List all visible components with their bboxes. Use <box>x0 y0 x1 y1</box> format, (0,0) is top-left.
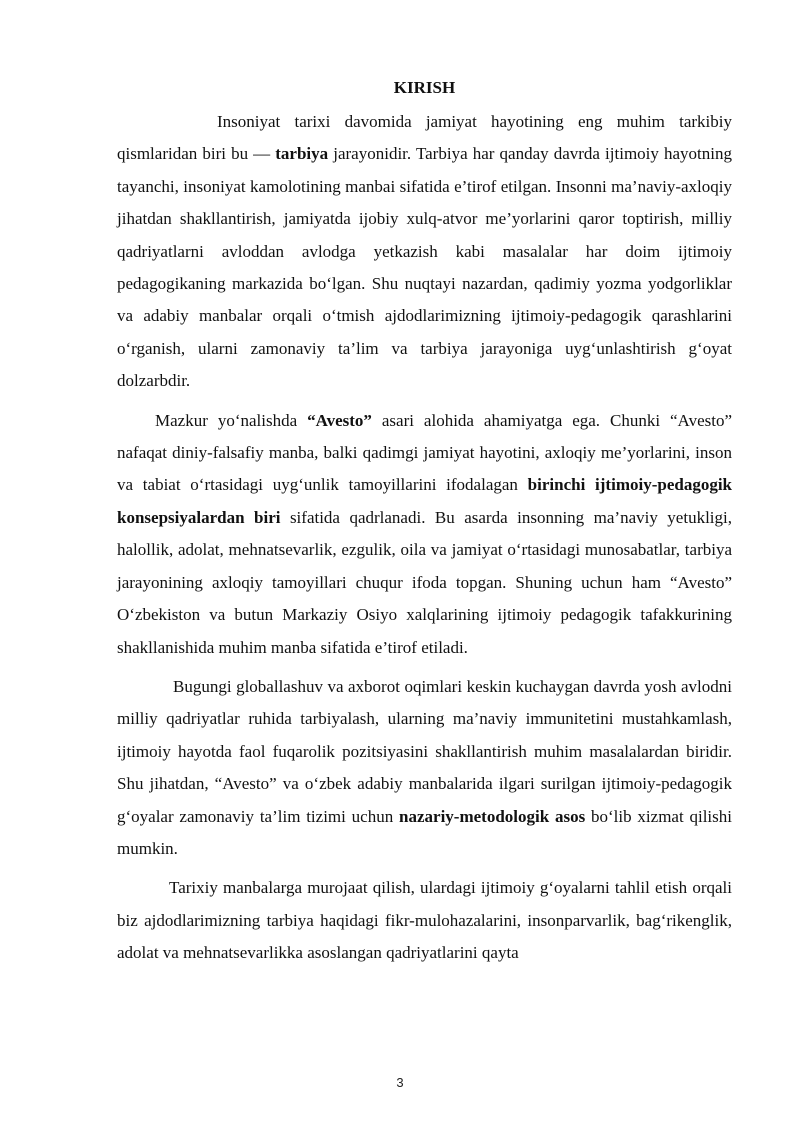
paragraph-avesto <box>117 405 732 664</box>
paragraph-globalization <box>117 671 732 865</box>
bold-term-avesto: “Avesto” <box>307 410 372 430</box>
text-segment: bo‘lib xizmat qilishi mumkin. <box>117 806 732 858</box>
bold-term-tarbiya: tarbiya <box>275 144 329 164</box>
text-segment: Bugungi globallashuv va axborot oqimlari keskin kuchaygan davrda yosh avlodni milliy qadriyatlar ruhida tarbiyalash, ularning ma’naviy immunitetini mustahkamlash, ijtimoiy hayotda faol fuqarolik pozitsiyasini shakllantirish muhim masalalardan biridir. Shu jihatdan, “Avesto” va o‘zbek adabiy manbalarida ilgari surilgan ijtimoiy-pedagogik g‘oyalar zamonaviy ta’lim tizimi uchun <box>117 676 732 826</box>
bold-term-methodology: nazariy-metodologik asos <box>399 806 586 826</box>
text-segment: Insoniyat tarixi davomida jamiyat hayotining eng muhim tarkibiy qismlaridan biri bu — <box>117 112 732 164</box>
document-title: KIRISH <box>393 78 456 97</box>
text-segment: Mazkur yo‘nalishda <box>155 410 308 430</box>
bold-term-concept: birinchi ijtimoiy-pedagogik konsepsiyalardan biri <box>117 475 732 527</box>
document-page <box>117 74 732 977</box>
text-segment: sifatida qadrlanadi. Bu asarda insonning ma’naviy yetukligi, halollik, adolat, mehnatsevarlik, ezgulik, oila va jamiyat o‘rtasidagi munosabatlar, tarbiya jarayonining axloqiy tamoyillari chuqur ifoda topgan. Shuning uchun ham “Avesto” O‘zbekiston va butun Markaziy Osiyo xalqlarining ijtimoiy pedagogik tafakkurining shakllanishida muhim manba sifatida e’tirof etiladi. <box>117 507 732 657</box>
text-segment: Tarixiy manbalarga murojaat qilish, ulardagi ijtimoiy g‘oyalarni tahlil etish orqali biz ajdodlarimizning tarbiya haqidagi fikr-mulohazalarini, insonparvarlik, bag‘rikenglik, adolat va mehnatsevarlikka asoslangan qadriyatlarini qayta <box>117 878 732 963</box>
paragraph-historical-sources <box>117 872 732 969</box>
paragraph-intro <box>117 106 732 398</box>
text-segment: jarayonidir. Tarbiya har qanday davrda ijtimoiy hayotning tayanchi, insoniyat kamolotining manbai sifatida e’tirof etilgan. Insonni ma’naviy-axloqiy jihatdan shakllantirish, jamiyatda ijobiy xulq-atvor me’yorlarini qaror toptirish, milliy qadriyatlarni avloddan avlodga yetkazish kabi masalalar har doim ijtimoiy pedagogikaning markazida bo‘lgan. Shu nuqtayi nazardan, qadimiy yozma yodgorliklar va adabiy manbalar orqali o‘tmish ajdodlarimizning ijtimoiy-pedagogik qarashlarini o‘rganish, ularni zamonaviy ta’lim va tarbiya jarayoniga uyg‘unlashtirish g‘oyat dolzarbdir. <box>117 144 732 391</box>
text-segment: asari alohida ahamiyatga ega. Chunki “Avesto” nafaqat diniy-falsafiy manba, balki qadimgi jamiyat hayotini, axloqiy me’yorlarini, inson va tabiat o‘rtasidagi uyg‘unlik tamoyillarini ifodalagan <box>117 410 733 495</box>
page-number: 3 <box>396 1075 404 1090</box>
